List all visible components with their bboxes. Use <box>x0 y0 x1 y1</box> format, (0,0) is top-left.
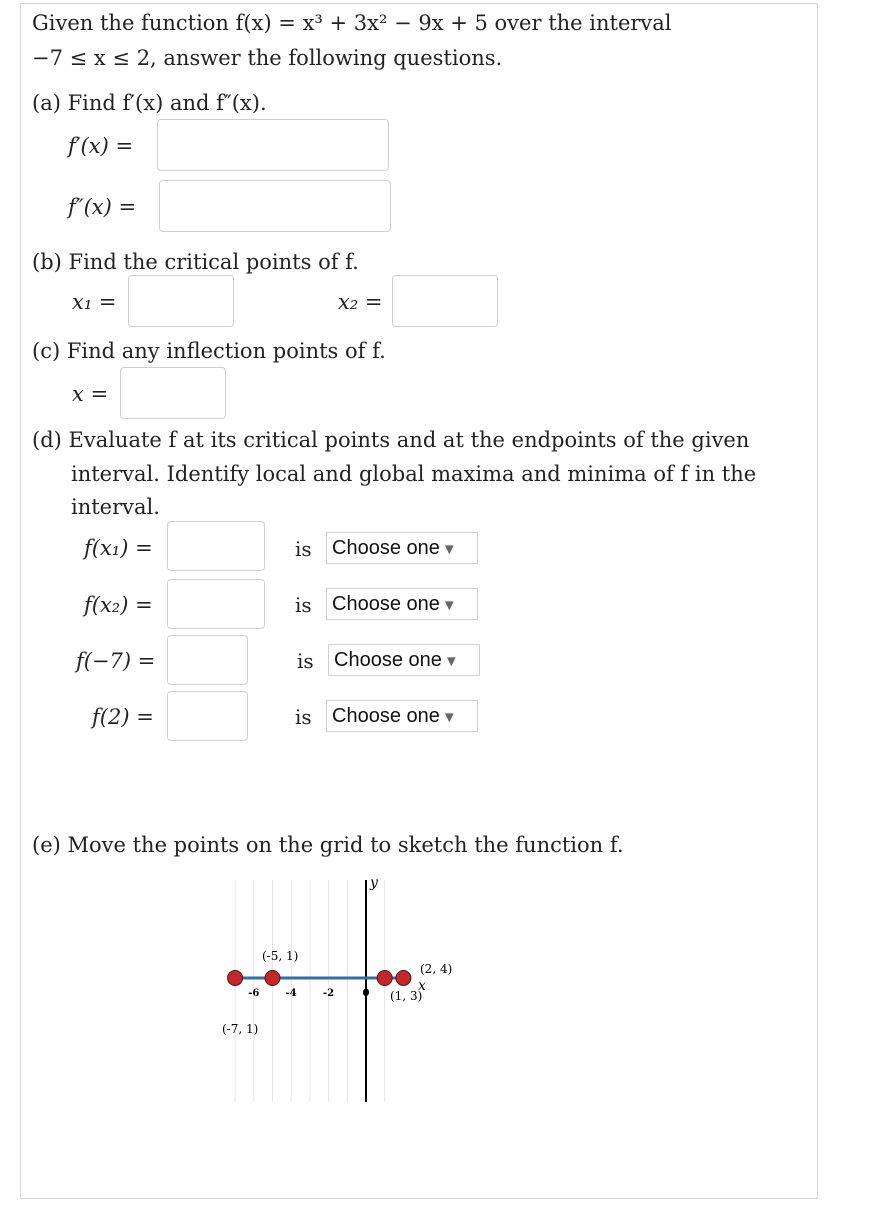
intro-line-2: −7 ≤ x ≤ 2, answer the following questions. <box>32 46 503 70</box>
dropdown-arrow-icon: ▼ <box>441 709 457 726</box>
f-2-label: f(2) = <box>92 705 154 729</box>
x-tick-label: -6 <box>248 988 260 999</box>
f-2-select-value: Choose one <box>332 705 440 727</box>
f-x1-is: is <box>295 537 312 561</box>
x2-label: x₂ = <box>338 290 383 314</box>
f-x2-select-value: Choose one <box>332 593 440 615</box>
intro-line-1: Given the function f(x) = x³ + 3x² − 9x + 5 over the interval <box>32 11 672 35</box>
f-x2-is: is <box>295 593 312 617</box>
y-axis-label: y <box>370 875 378 891</box>
point-label: (1, 3) <box>390 989 423 1003</box>
f-neg7-label: f(−7) = <box>76 649 156 673</box>
point-label: (-7, 1) <box>222 1022 259 1036</box>
part-e-heading: (e) Move the points on the grid to sketch the function f. <box>32 833 624 857</box>
inflection-x-label: x = <box>72 382 109 406</box>
f-2-is: is <box>295 705 312 729</box>
x-tick-label: -4 <box>285 988 297 999</box>
fprime-label: f′(x) = <box>68 134 134 158</box>
x-tick-label: -2 <box>323 988 335 999</box>
x1-label: x₁ = <box>72 290 117 314</box>
draggable-point[interactable] <box>228 971 243 986</box>
part-c-heading: (c) Find any inflection points of f. <box>32 339 386 363</box>
draggable-point[interactable] <box>265 971 280 986</box>
x-tick-label: 0 <box>362 988 370 999</box>
f-neg7-select-value: Choose one <box>334 649 442 671</box>
part-a-heading: (a) Find f′(x) and f″(x). <box>32 91 267 115</box>
part-d-heading-line-1: (d) Evaluate f at its critical points and at the endpoints of the given <box>32 428 750 452</box>
f-x1-label: f(x₁) = <box>84 536 153 560</box>
x-axis-label: x <box>418 978 426 994</box>
part-b-heading: (b) Find the critical points of f. <box>32 250 359 274</box>
f-x1-select-value: Choose one <box>332 537 440 559</box>
f-x2-label: f(x₂) = <box>84 593 153 617</box>
draggable-point[interactable] <box>377 971 392 986</box>
point-label: (2, 4) <box>420 962 453 976</box>
part-d-heading-line-3: interval. <box>71 495 160 519</box>
fdoubleprime-label: f″(x) = <box>68 195 137 219</box>
f-neg7-is: is <box>297 649 314 673</box>
dropdown-arrow-icon: ▼ <box>443 653 459 670</box>
part-d-heading-line-2: interval. Identify local and global maxima and minima of f in the <box>71 462 757 486</box>
point-label: (-5, 1) <box>262 949 299 963</box>
dropdown-arrow-icon: ▼ <box>441 541 457 558</box>
draggable-point[interactable] <box>396 971 411 986</box>
dropdown-arrow-icon: ▼ <box>441 597 457 614</box>
